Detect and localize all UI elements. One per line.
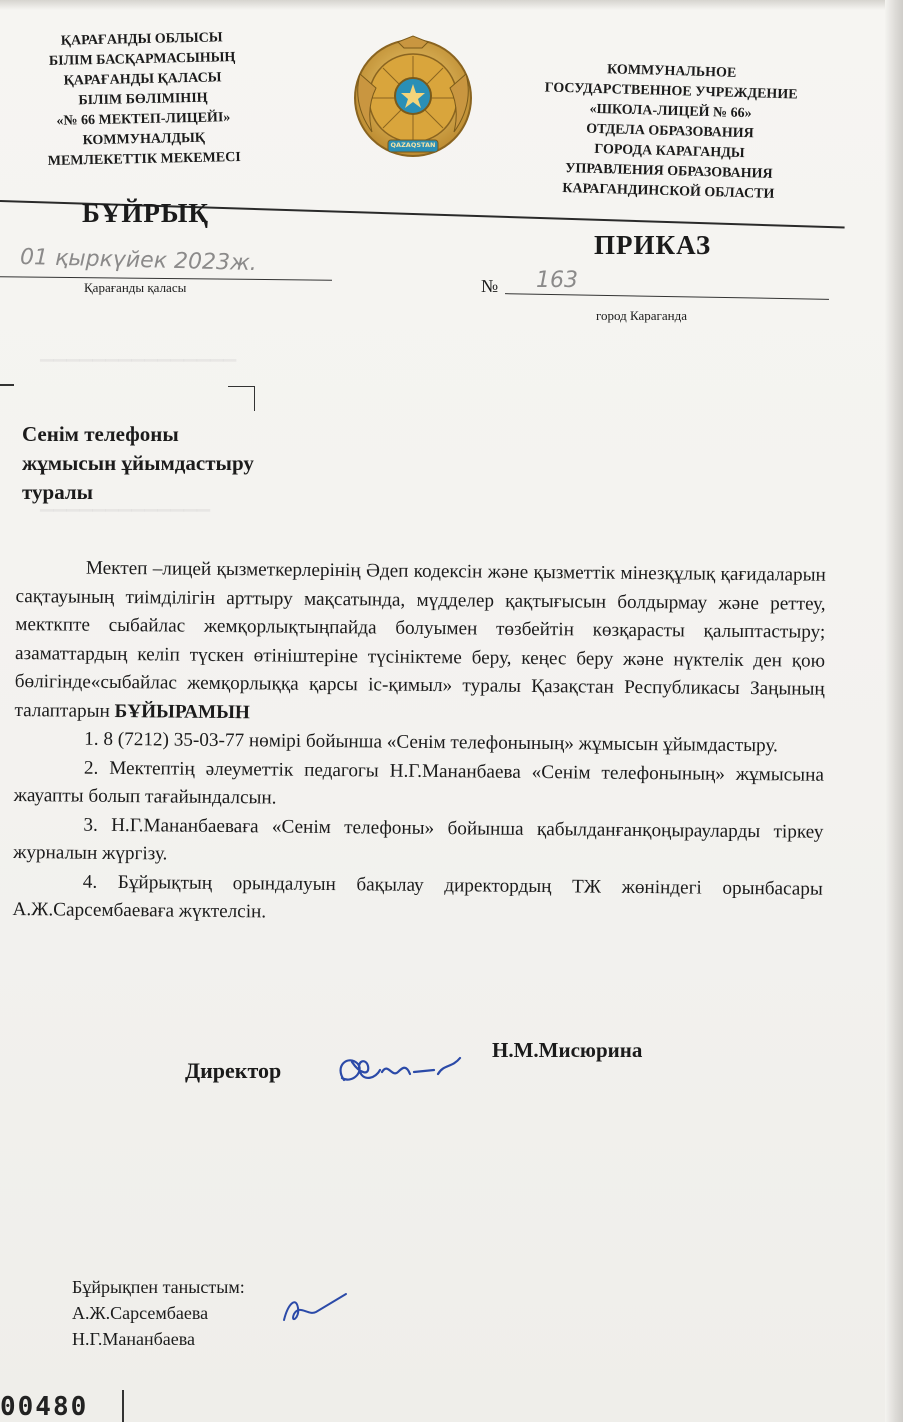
header-ru-line: КАРАГАНДИНСКОЙ ОБЛАСТИ [562,181,775,202]
header-kz-line: «№ 66 МЕКТЕП-ЛИЦЕЙІ» [56,110,231,129]
number-label: № [481,276,499,296]
header-ru-line: ГОСУДАРСТВЕННОЕ УЧРЕЖДЕНИЕ [544,80,798,103]
header-kz-line: БІЛІМ БАСҚАРМАСЫНЫҢ [48,50,236,69]
order-item: 1. 8 (7212) 35-03-77 нөмірі бойынша «Сенім телефонының» жұмысын ұйымдастыру. [84,728,778,757]
bleed-through-texture: ▔▔▔▔▔▔▔▔▔▔▔▔▔ [40,510,210,529]
subject-line: Сенім телефоны [22,422,179,446]
header-ru-line: УПРАВЛЕНИЯ ОБРАЗОВАНИЯ [565,161,773,182]
acknowledgement-label: Бұйрықпен таныстым: [72,1277,245,1297]
header-kz-line: ҚАРАҒАНДЫ ҚАЛАСЫ [63,70,222,89]
header-kz-line: БІЛІМ БӨЛІМІНІҢ [78,90,208,109]
acknowledgement-name: Н.Г.Мананбаева [72,1329,196,1349]
emblem-ribbon-text: QAZAQSTAN [390,141,436,149]
order-subject [22,420,342,507]
order-item: 2. Мектептің әлеуметтік педагогы Н.Г.Мананбаева «Сенім телефонының» жұмысына жауапты болып тағайындалсын. [13,757,825,809]
subject-corner-mark [228,386,255,411]
order-title-ru: ПРИКАЗ [594,230,712,260]
header-ru-line: ГОРОДА КАРАГАНДЫ [594,141,745,162]
body-preamble [14,554,826,733]
page-top-shadow [0,0,903,10]
acknowledgement-signature [276,1290,350,1330]
acknowledgement-block [72,1274,245,1352]
acknowledgement-name: А.Ж.Сарсембаева [72,1303,209,1323]
director-title: Директор [185,1058,282,1083]
header-ru-line: «ШКОЛА-ЛИЦЕЙ № 66» [589,101,752,122]
registration-divider [122,1390,124,1422]
order-body [12,554,826,932]
header-kz-line: КОММУНАЛДЫҚ [82,130,206,149]
order-date-handwritten: 01 қыркүйек 2023ж. [19,244,258,277]
header-kz-line: МЕМЛЕКЕТТІК МЕКЕМЕСІ [47,149,241,170]
header-kz [17,27,270,172]
subject-line: жұмысын ұйымдастыру [22,451,254,475]
city-kz: Қарағанды қаласы [84,280,187,295]
bleed-through-texture: ▔▔▔▔▔▔▔▔▔▔▔▔▔▔▔ [40,360,237,379]
page-right-edge [885,0,903,1422]
order-item: 3. Н.Г.Мананбаеваға «Сенім телефоны» бойынша қабылданғанқоңырауларды тіркеу журналын жүргізу. [13,814,824,865]
subject-line: туралы [22,480,94,504]
director-name: Н.М.Мисюрина [492,1038,643,1062]
header-ru-line: ОТДЕЛА ОБРАЗОВАНИЯ [586,121,754,142]
order-title-kz: БҰЙРЫҚ [82,198,209,228]
order-word: БҰЙЫРАМЫН [114,700,251,723]
director-signature [330,1044,470,1102]
city-ru: город Караганда [596,308,687,323]
order-item: 4. Бұйрықтың орындалуын бақылау директордың ТЖ жөніндегі орынбасары А.Ж.Сарсембаеваға жүктелсін. [12,871,823,923]
number-line [505,293,829,300]
order-number-handwritten: 163 [536,268,578,293]
header-ru [503,57,837,206]
header-kz-line: ҚАРАҒАНДЫ ОБЛЫСЫ [60,30,223,49]
header-ru-line: КОММУНАЛЬНОЕ [606,62,737,81]
registration-number: 00480 [0,1392,89,1422]
preamble-text: Мектеп –лицей қызметкерлерінің Әдеп кодексін және қызметтік мінезқұлық қағидаларын сақтауының тиімділігін арттыру мақсатында, мүдделер қақтығысын болдырмау және реттеу, мекткпте сыбайлас жемқорлықтыңпайда болуымен төзбейтін көзқарасты қалыптастыру; азаматтардың келіп түскен өтініштеріне түсініктеме беру, кеңес беру және нүктелік ден қою бөлігінде«сыбайлас жемқорлыққа қарсы іс-қимыл» туралы Қазақстан Республикасы Заңының талаптарын [14,557,826,722]
subject-left-mark [0,384,14,386]
